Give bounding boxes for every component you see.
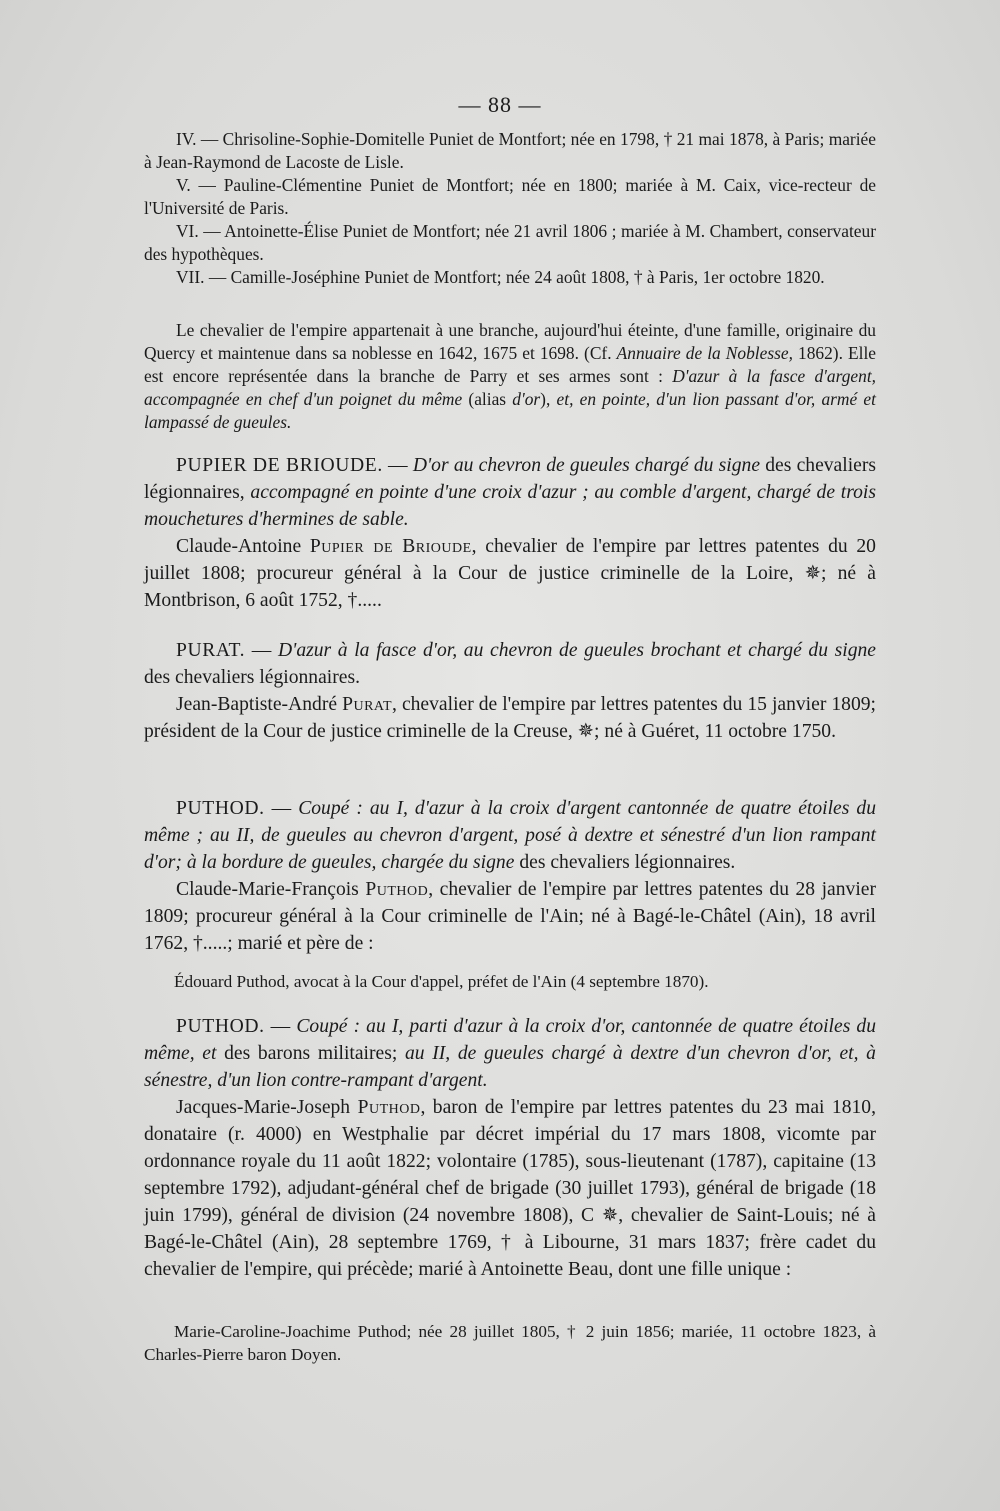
note-arms: D'azur à la fasce d'argent, accompagnée en chef d'un poignet du même (144, 366, 876, 409)
entry-arms: PUPIER DE BRIOUDE. — D'or au chevron de gueules chargé du signe des chevaliers légionnaires, accompagné en pointe d'une croix d'azur ; au comble d'argent, chargé de trois mouchetures d'hermines de sable. (144, 455, 876, 530)
list-item (144, 174, 876, 220)
note-paragraph (144, 319, 876, 434)
item-text: — Pauline-Clémentine Puniet de Montfort; née en 1800; mariée à M. Caix, vice-recteur de l'Université de Paris. (144, 175, 876, 218)
note-text: ), (540, 389, 557, 409)
bio-text: , baron de l'empire par lettres patentes du 23 mai 1810, donataire (r. 4000) en Westphalie par décret impérial du 17 mars 1808, vicomte par ordonnance royale du 11 août 1822; volontaire (1785), sous-lieutenant (1787), capitaine (13 septembre 1792), adjudant-général chef de brigade (30 juillet 1793), général de brigade (18 juin 1799), général de division (24 novembre 1808), C ✵, chevalier de Saint-Louis; né à Bagé-le-Châtel (Ain), 28 septembre 1769, † à Libourne, 31 mars 1837; frère cadet du chevalier de l'empire, qui précède; marié à Antoinette Beau, dont une fille unique : (144, 1097, 876, 1280)
entry-biography (144, 533, 876, 614)
bio-name: Jacques-Marie-Joseph (176, 1097, 358, 1118)
bio-name: Jean-Baptiste-André (176, 694, 343, 715)
entry-arms: PUTHOD. — Coupé : au I, parti d'azur à la croix d'or, cantonnée de quatre étoiles du même, et des barons militaires; au II, de gueules chargé à dextre d'un chevron d'or, et, à sénestre, d'un lion contre-rampant d'argent. (144, 1016, 876, 1091)
arms-text: des barons militaires; (216, 1043, 405, 1064)
bio-text: , chevalier de l'empire par lettres patentes du 20 juillet 1808; procureur général à la Cour de justice criminelle de la Loire, ✵; né à Montbrison, 6 août 1752, †..... (144, 536, 876, 611)
arms-text: Coupé : au I, d'azur à la croix d'argent cantonnée de quatre étoiles du même ; au II, de gueules au chevron d'argent, posé à dextre et sénestré d'un lion rampant d'or; à la bordure de gueules, chargée du signe (144, 798, 876, 873)
bio-surname: Purat (342, 694, 393, 715)
arms-text: des chevaliers légionnaires. (144, 667, 360, 688)
entry-heading: PUTHOD. (176, 1016, 265, 1037)
note-citation: Annuaire de la Noblesse, (616, 343, 793, 363)
list-item (144, 266, 876, 289)
bio-text: , chevalier de l'empire par lettres patentes du 28 janvier 1809; procureur général à la Cour criminelle de l'Ain; né à Bagé-le-Châtel (Ain), 18 avril 1762, †.....; marié et père de : (144, 879, 876, 954)
arms-text: D'azur à la fasce d'or, au chevron de gueules brochant et chargé du signe (277, 640, 876, 661)
bio-name: Claude-Antoine (176, 536, 310, 557)
note-text: 1862). Elle est encore représentée dans la branche de Parry et ses armes sont : (144, 343, 876, 386)
item-numeral: IV. (176, 129, 197, 149)
entry-heading: PUTHOD. (176, 798, 265, 819)
item-text: — Antoinette-Élise Puniet de Montfort; née 21 avril 1806 ; mariée à M. Chambert, conservateur des hypothèques. (144, 221, 876, 264)
bio-surname: Pupier de Brioude (309, 536, 472, 557)
page-number: — 88 — (458, 92, 542, 117)
puthod-chevalier-child (144, 970, 876, 993)
item-text: — Chrisoline-Sophie-Domitelle Puniet de Montfort; née en 1798, † 21 mai 1878, à Paris; mariée à Jean-Raymond de Lacoste de Lisle. (144, 129, 876, 172)
child-entry: Édouard Puthod, avocat à la Cour d'appel, préfet de l'Ain (4 septembre 1870). (174, 972, 709, 991)
arms-text: au II, de gueules chargé à dextre d'un chevron d'or, et, à sénestre, d'un lion contre-rampant d'argent. (144, 1043, 876, 1091)
list-item (144, 128, 876, 174)
entry-biography (144, 1094, 876, 1283)
entry-puthod-baron (144, 1013, 876, 1283)
entry-arms: PUTHOD. — Coupé : au I, d'azur à la croix d'argent cantonnée de quatre étoiles du même ; au II, de gueules au chevron d'argent, posé à dextre et sénestré d'un lion rampant d'or; à la bordure de gueules, chargée du signe des chevaliers légionnaires. (144, 798, 876, 873)
list-item (144, 220, 876, 266)
arms-text: accompagné en pointe d'une croix d'azur ; au comble d'argent, chargé de trois mouchetures d'hermines de sable. (144, 482, 876, 530)
entry-biography (144, 876, 876, 957)
item-text: — Camille-Joséphine Puniet de Montfort; née 24 août 1808, † à Paris, 1er octobre 1820. (204, 267, 825, 287)
arms-text: D'or au chevron de gueules chargé du signe (412, 455, 761, 476)
bio-text: , chevalier de l'empire par lettres patentes du 15 janvier 1809; président de la Cour de justice criminelle de la Creuse, ✵; né à Guéret, 11 octobre 1750. (144, 694, 876, 742)
arms-text: des chevaliers légionnaires, (144, 455, 876, 503)
item-numeral: VI. (176, 221, 199, 241)
puniet-family-note (144, 319, 876, 434)
item-numeral: VII. (176, 267, 205, 287)
bio-name: Claude-Marie-François (176, 879, 366, 900)
puthod-baron-child (144, 1320, 876, 1366)
entry-puthod-chevalier (144, 795, 876, 957)
arms-text: des chevaliers légionnaires. (514, 852, 736, 873)
entry-pupier-de-brioude (144, 452, 876, 614)
puniet-children-list (144, 128, 876, 289)
bio-surname: Puthod (357, 1097, 421, 1118)
entry-biography (144, 691, 876, 745)
entry-arms: PURAT. — D'azur à la fasce d'or, au chevron de gueules brochant et chargé du signe des chevaliers légionnaires. (144, 640, 876, 688)
entry-heading: PURAT. (176, 640, 246, 661)
arms-text: Coupé : au I, parti d'azur à la croix d'or, cantonnée de quatre étoiles du même, et (144, 1016, 876, 1064)
entry-purat (144, 637, 876, 745)
note-arms: d'or (512, 389, 541, 409)
note-text: (alias (462, 389, 513, 409)
item-numeral: V. (176, 175, 191, 195)
entry-heading: PUPIER DE BRIOUDE. (176, 455, 383, 476)
bio-surname: Puthod (365, 879, 429, 900)
note-text: Le chevalier de l'empire appartenait à une branche, aujourd'hui éteinte, d'une famille, originaire du Quercy et maintenue dans sa noblesse en 1642, 1675 et 1698. (Cf. (144, 320, 876, 363)
child-entry: Marie-Caroline-Joachime Puthod; née 28 juillet 1805, † 2 juin 1856; mariée, 11 octobre 1823, à Charles-Pierre baron Doyen. (144, 1322, 876, 1364)
note-arms: et, en pointe, d'un lion passant d'or, armé et lampassé de gueules. (144, 389, 876, 432)
